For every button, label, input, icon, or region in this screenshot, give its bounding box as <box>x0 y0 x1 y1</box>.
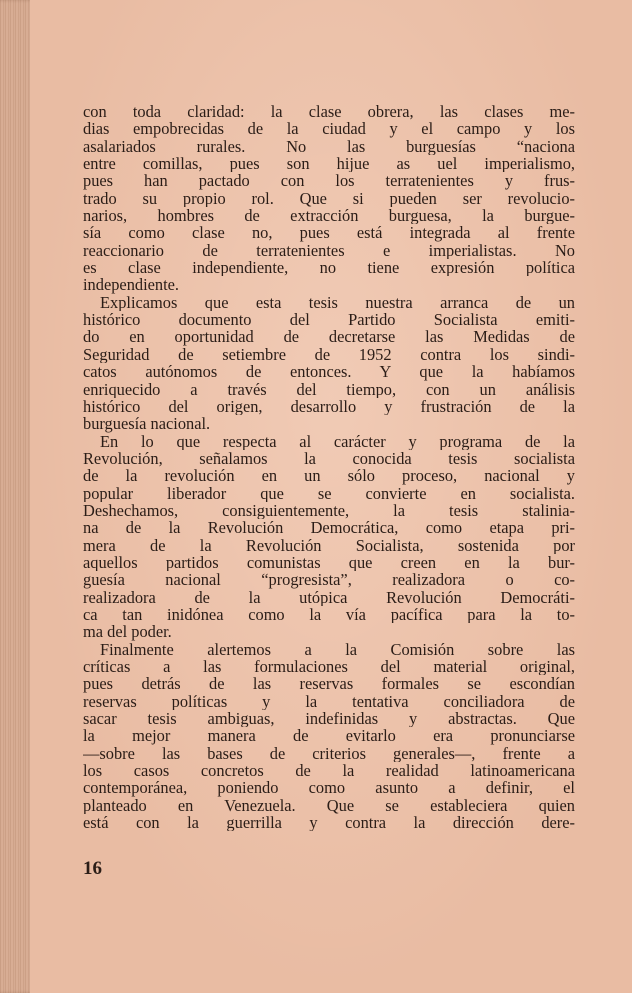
text-line: planteado en Venezuela. Que se estableciera quien <box>83 796 575 815</box>
text-line: contemporánea, poniendo como asunto a definir, el <box>83 779 575 797</box>
text-line: na de la Revolución Democrática, como etapa pri- <box>83 519 575 537</box>
text-line: histórico del origen, desarrollo y frustración de la <box>83 397 575 416</box>
text-line: sacar tesis ambiguas, indefinidas y abstractas. Que <box>83 710 575 728</box>
text-line: independiente. <box>83 276 180 294</box>
text-line: ca tan inidónea como la vía pacífica para la to- <box>83 605 575 624</box>
text-line: Revolución, señalamos la conocida tesis socialista <box>83 449 575 468</box>
text-line: narios, hombres de extracción burguesa, la burgue- <box>83 207 575 225</box>
text-line: histórico documento del Partido Socialista emiti- <box>83 311 575 329</box>
text-line: Seguridad de setiembre de 1952 contra los sindi- <box>83 345 575 364</box>
text-line: pues detrás de las reservas formales se escondían <box>83 675 575 693</box>
text-line: trado su propio rol. Que si pueden ser revolucio- <box>83 189 575 208</box>
text-line: entre comillas, pues son hijue as uel imperialismo, <box>83 155 575 173</box>
text-line: con toda claridad: la clase obrera, las clases me- <box>83 103 575 121</box>
text-line: Finalmente alertemos a la Comisión sobre las <box>100 640 575 658</box>
text-line: asalariados rurales. No las burguesías “naciona <box>83 137 575 156</box>
text-line: de la revolución en un sólo proceso, nacional y <box>83 467 575 485</box>
text-line: Deshechamos, consiguientemente, la tesis stalinia- <box>83 501 575 520</box>
text-line: ma del poder. <box>83 623 172 641</box>
text-line: enriquecido a través del tiempo, con un análisis <box>83 380 575 398</box>
text-line: burguesía nacional. <box>83 415 211 433</box>
text-line: es clase independiente, no tiene expresión política <box>83 259 575 277</box>
body-text <box>83 103 575 831</box>
page-number: 16 <box>83 858 102 879</box>
text-line: los casos concretos de la realidad latinoamericana <box>83 762 575 780</box>
text-line: guesía nacional “progresista”, realizadora o co- <box>83 571 575 589</box>
text-line: do en oportunidad de decretarse las Medidas de <box>83 328 575 346</box>
page-edges <box>0 0 34 993</box>
text-line: Explicamos que esta tesis nuestra arranca de un <box>100 293 575 312</box>
text-line: reaccionario de terratenientes e imperialistas. No <box>83 241 575 260</box>
text-line: la mejor manera de evitarlo era pronunciarse <box>83 727 575 745</box>
text-line: aquellos partidos comunistas que creen en la bur- <box>83 553 575 572</box>
text-line: críticas a las formulaciones del material original, <box>83 658 575 676</box>
text-line: está con la guerrilla y contra la dirección dere- <box>83 814 575 832</box>
text-line: dias empobrecidas de la ciudad y el campo y los <box>83 120 575 138</box>
text-line: pues han pactado con los terratenientes y frus- <box>83 172 575 190</box>
text-line: reservas políticas y la tentativa conciliadora de <box>83 692 575 711</box>
text-line: realizadora de la utópica Revolución Democráti- <box>83 588 575 606</box>
text-line: sía como clase no, pues está integrada al frente <box>83 224 575 242</box>
text-line: mera de la Revolución Socialista, sostenida por <box>83 536 575 554</box>
text-line: catos autónomos de entonces. Y que la habíamos <box>83 363 575 381</box>
text-line: —sobre las bases de criterios generales—, frente a <box>83 744 575 763</box>
text-line: popular liberador que se convierte en socialista. <box>83 484 575 502</box>
text-line: En lo que respecta al carácter y programa de la <box>100 432 575 450</box>
